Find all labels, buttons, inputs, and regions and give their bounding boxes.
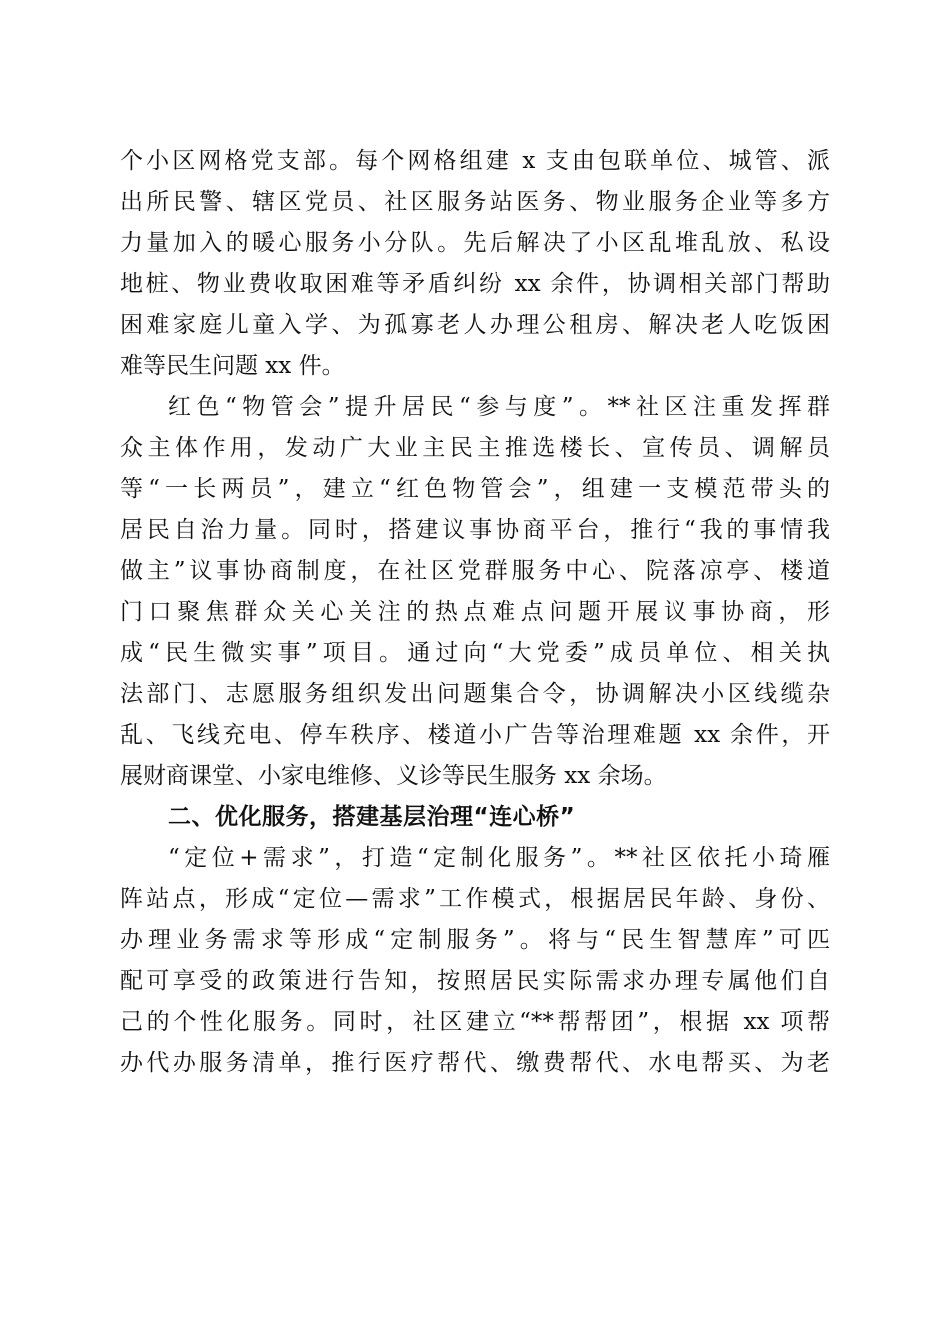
text-line: 门口聚焦群众关心关注的热点难点问题开展议事协商，形 xyxy=(120,599,830,625)
paragraph-grid-service xyxy=(120,141,830,387)
document-body xyxy=(120,141,830,1084)
text-line: 居民自治力量。同时，搭建议事协商平台，推行“我的事情我 xyxy=(120,517,830,543)
text-line: 地桩、物业费收取困难等矛盾纠纷 xx 余件，协调相关部门帮助 xyxy=(120,271,830,297)
text-line: 力量加入的暖心服务小分队。先后解决了小区乱堆乱放、私设 xyxy=(120,230,830,256)
text-line: 乱、飞线充电、停车秩序、楼道小广告等治理难题 xx 余件，开 xyxy=(120,722,830,748)
text-line: 展财商课堂、小家电维修、义诊等民生服务 xx 余场。 xyxy=(120,763,667,789)
text-line: 阵站点，形成“定位—需求”工作模式，根据居民年龄、身份、 xyxy=(120,886,830,912)
text-line: 出所民警、辖区党员、社区服务站医务、物业服务企业等多方 xyxy=(120,189,830,215)
text-line: 成“民生微实事”项目。通过向“大党委”成员单位、相关执 xyxy=(120,640,830,666)
text-line: 困难家庭儿童入学、为孤寡老人办理公租房、解决老人吃饭困 xyxy=(120,312,830,338)
text-line: “定位+需求”，打造“定制化服务”。**社区依托小琦雁 xyxy=(168,845,830,871)
text-line: 等“一长两员”，建立“红色物管会”，组建一支模范带头的 xyxy=(120,476,830,502)
text-line: 办代办服务清单，推行医疗帮代、缴费帮代、水电帮买、为老 xyxy=(120,1050,830,1076)
text-line: 办理业务需求等形成“定制服务”。将与“民生智慧库”可匹 xyxy=(120,927,830,953)
text-line: 配可享受的政策进行告知，按照居民实际需求办理专属他们自 xyxy=(120,968,830,994)
paragraph-customized-service xyxy=(120,838,830,1084)
text-line: 红色“物管会”提升居民“参与度”。**社区注重发挥群 xyxy=(168,394,830,420)
text-line: 难等民生问题 xx 件。 xyxy=(120,353,345,379)
text-line: 个小区网格党支部。每个网格组建 x 支由包联单位、城管、派 xyxy=(120,148,830,174)
text-line: 做主”议事协商制度，在社区党群服务中心、院落凉亭、楼道 xyxy=(120,558,830,584)
paragraph-red-property-committee xyxy=(120,387,830,797)
text-line: 法部门、志愿服务组织发出问题集合令，协调解决小区线缆杂 xyxy=(120,681,830,707)
text-line: 众主体作用，发动广大业主民主推选楼长、宣传员、调解员 xyxy=(120,435,830,461)
section-heading: 二、优化服务，搭建基层治理“连心桥” xyxy=(168,804,576,830)
text-line: 己的个性化服务。同时，社区建立“**帮帮团”，根据 xx 项帮 xyxy=(120,1009,830,1035)
